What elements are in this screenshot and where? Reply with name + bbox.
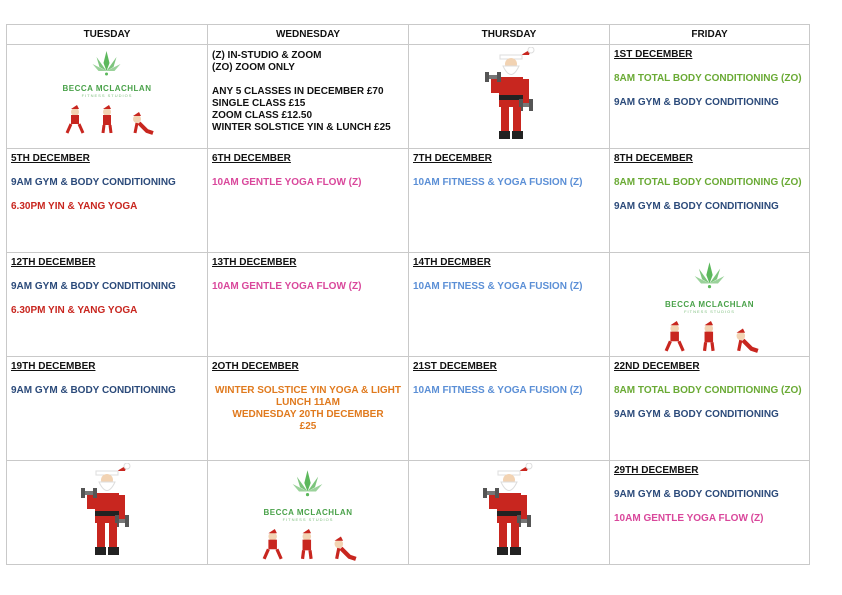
class-entry: 10AM GENTLE YOGA FLOW (Z) [212,177,362,188]
santa-plank-icon [133,112,153,133]
info-line-solstice: WINTER SOLSTICE YIN & LUNCH £25 [212,122,391,133]
logo-cell [610,253,810,357]
info-line-5-classes: ANY 5 CLASSES IN DECEMBER £70 [212,86,384,97]
logo-brand-text: BECCA MCLACHLAN [263,508,353,517]
logo-sub-text: FITNESS STUDIOS [684,309,735,314]
lotus-icon [291,465,325,503]
santa-dumbbell-icon [485,47,535,145]
week-row-3 [7,253,810,357]
date-label: 21ST DECEMBER [413,361,497,372]
logo-sub-text: FITNESS STUDIOS [282,517,334,522]
solstice-event [212,385,404,433]
date-label: 7TH DECEMBER [413,153,492,164]
lotus-icon [91,49,123,79]
class-entry: 8AM TOTAL BODY CONDITIONING (ZO) [614,73,802,84]
class-entry: 9AM GYM & BODY CONDITIONING [614,409,779,420]
becca-logo-image [7,45,207,148]
santa-cell [7,461,208,565]
class-entry: 9AM GYM & BODY CONDITIONING [11,281,176,292]
date-label: 5TH DECEMBER [11,153,90,164]
cell-6th-december [208,149,409,253]
info-line-z: (Z) IN-STUDIO & ZOOM [212,50,322,61]
class-entry: 10AM FITNESS & YOGA FUSION (Z) [413,385,583,396]
date-label: 14TH DECMBER [413,257,491,268]
class-entry: 6.30PM YIN & YANG YOGA [11,201,138,212]
date-label: 8TH DECEMBER [614,153,693,164]
class-entry: 6.30PM YIN & YANG YOGA [11,305,138,316]
cell-12th-december [7,253,208,357]
santa-cell [409,461,610,565]
logo-cell [7,45,208,149]
cell-20th-december [208,357,409,461]
solstice-line: WEDNESDAY 20TH DECEMBER [232,409,384,420]
santa-dumbbell-icon [483,463,533,561]
class-entry: 8AM TOTAL BODY CONDITIONING (ZO) [614,385,802,396]
cell-22nd-december [610,357,810,461]
class-entry: 9AM GYM & BODY CONDITIONING [614,201,779,212]
date-label: 13TH DECEMBER [212,257,297,268]
santa-exercise-icons [260,529,360,561]
class-entry: 8AM TOTAL BODY CONDITIONING (ZO) [614,177,802,188]
date-label: 6TH DECEMBER [212,153,291,164]
solstice-price: £25 [299,421,317,432]
class-entry: 9AM GYM & BODY CONDITIONING [11,177,176,188]
cell-19th-december [7,357,208,461]
cell-8th-december [610,149,810,253]
santa-dumbbell-icon [81,463,131,561]
class-entry: 10AM FITNESS & YOGA FUSION (Z) [413,177,583,188]
cell-14th-december [409,253,610,357]
class-entry: 10AM GENTLE YOGA FLOW (Z) [212,281,362,292]
cell-7th-december [409,149,610,253]
header-friday: FRIDAY [610,25,810,45]
header-thursday: THURSDAY [409,25,610,45]
header-tuesday: TUESDAY [7,25,208,45]
info-line-zoom: ZOOM CLASS £12.50 [212,110,313,121]
logo-sub-text: FITNESS STUDIOS [81,93,133,98]
logo-brand-text: BECCA MCLACHLAN [665,300,754,309]
info-line-zo: (ZO) ZOOM ONLY [212,62,295,73]
header-wednesday: WEDNESDAY [208,25,409,45]
week-row-5 [7,461,810,565]
date-label: 22ND DECEMBER [614,361,700,372]
date-label: 1ST DECEMBER [614,49,693,60]
solstice-line: LUNCH 11AM [276,397,340,408]
info-line-single: SINGLE CLASS £15 [212,98,306,109]
cell-21st-december [409,357,610,461]
calendar-table [6,24,810,565]
date-label: 29TH DECEMBER [614,465,699,476]
class-entry: 9AM GYM & BODY CONDITIONING [11,385,176,396]
solstice-line: WINTER SOLSTICE YIN YOGA & LIGHT [215,385,401,396]
info-cell [208,45,409,149]
class-entry: 9AM GYM & BODY CONDITIONING [614,97,779,108]
logo-brand-text: BECCA MCLACHLAN [62,84,152,93]
week-row-1 [7,45,810,149]
becca-logo-image [208,461,408,564]
header-row [7,25,810,45]
santa-squat-icon [103,105,111,133]
week-row-2 [7,149,810,253]
date-label: 2OTH DECEMBER [212,361,299,372]
class-entry: 10AM FITNESS & YOGA FUSION (Z) [413,281,583,292]
becca-logo-image [610,253,809,356]
cell-5th-december [7,149,208,253]
santa-exercise-icons [662,321,762,353]
santa-exercise-icons [65,105,155,135]
class-entry: 10AM GENTLE YOGA FLOW (Z) [614,513,764,524]
cell-1st-december [610,45,810,149]
cell-29th-december [610,461,810,565]
class-entry: 9AM GYM & BODY CONDITIONING [614,489,779,500]
santa-lunge-icon [67,105,83,133]
cell-13th-december [208,253,409,357]
santa-cell [409,45,610,149]
logo-cell [208,461,409,565]
date-label: 12TH DECEMBER [11,257,96,268]
week-row-4 [7,357,810,461]
date-label: 19TH DECEMBER [11,361,96,372]
lotus-icon [692,257,726,295]
